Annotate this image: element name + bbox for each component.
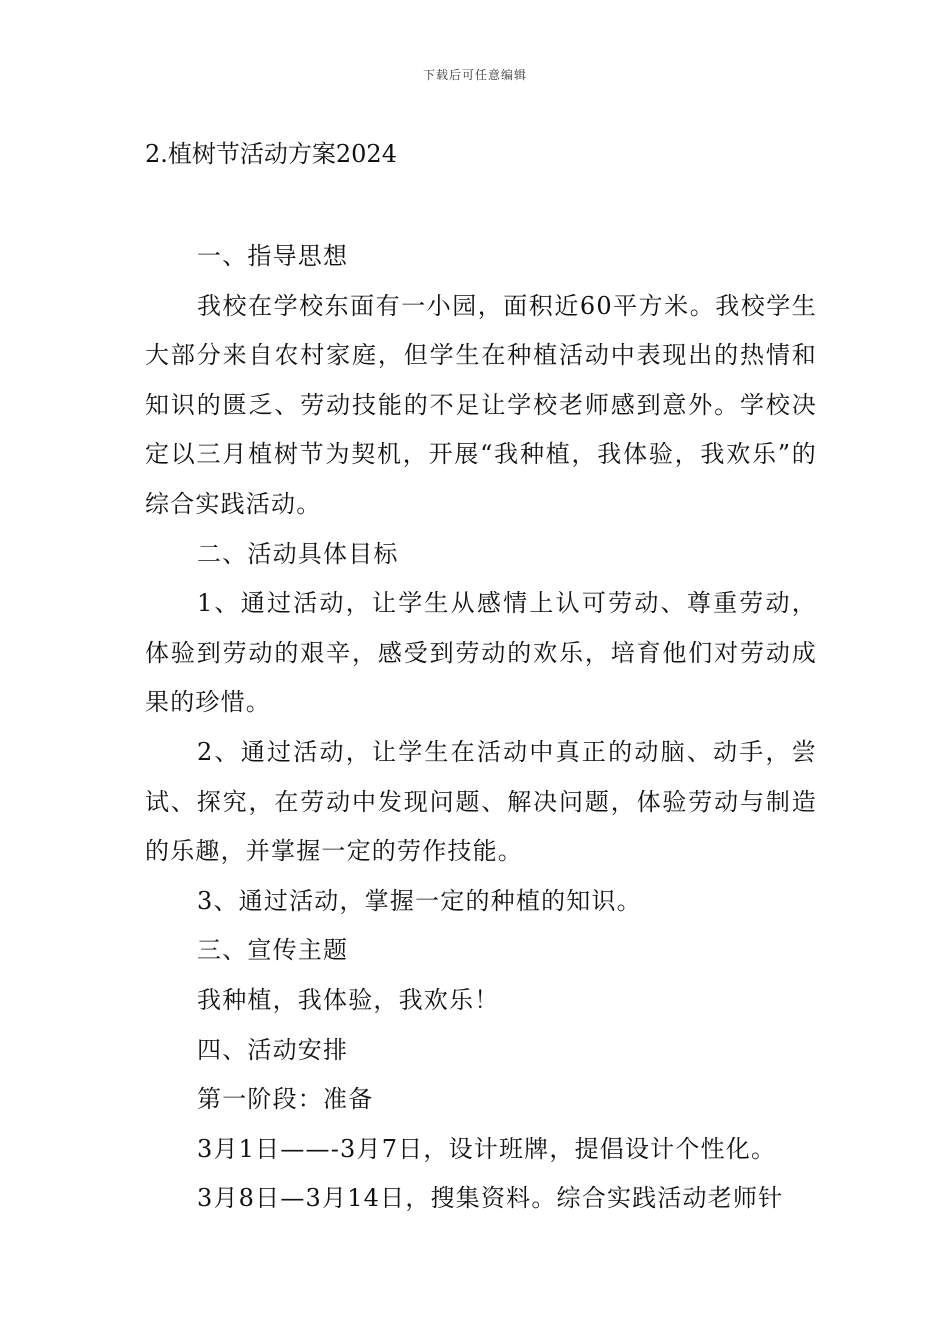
paragraph-goal-1: 1、通过活动，让学生从感情上认可劳动、尊重劳动，体验到劳动的艰辛，感受到劳动的欢乐，培育他们对劳动成果的珍惜。: [145, 589, 817, 717]
paragraph-stage-one: 第一阶段：准备: [197, 1085, 374, 1114]
paragraph-schedule-item-2: 3月8日—3月14日，搜集资料。综合实践活动老师针: [197, 1184, 784, 1213]
document-body: [145, 232, 817, 1224]
paragraph-schedule-item-1: 3月1日——-3月7日，设计班牌，提倡设计个性化。: [197, 1134, 777, 1163]
section-heading-guiding-ideology: 一、指导思想: [197, 242, 349, 270]
page-header-note: 下载后可任意编辑: [422, 68, 527, 82]
paragraph-goal-3: 3、通过活动，掌握一定的种植的知识。: [197, 886, 642, 915]
section-heading-specific-goals: 二、活动具体目标: [197, 539, 399, 568]
paragraph-goal-2: 2、通过活动，让学生在活动中真正的动脑、动手，尝试、探究，在劳动中发现问题、解决问题，体验劳动与制造的乐趣，并掌握一定的劳作技能。: [145, 737, 817, 866]
section-heading-activity-schedule: 四、活动安排: [197, 1035, 349, 1064]
paragraph-guiding-ideology: 我校在学校东面有一小园，面积近60平方米。我校学生大部分来自农村家庭，但学生在种植活动中表现出的热情和知识的匮乏、劳动技能的不足让学校老师感到意外。学校决定以三月植树节为契机，开展“我种植，我体验，我欢乐”的综合实践活动。: [145, 291, 817, 518]
paragraph-theme-slogan: 我种植，我体验，我欢乐！: [197, 985, 500, 1014]
document-title: 2.植树节活动方案2024: [145, 140, 397, 168]
section-heading-publicity-theme: 三、宣传主题: [197, 936, 349, 965]
